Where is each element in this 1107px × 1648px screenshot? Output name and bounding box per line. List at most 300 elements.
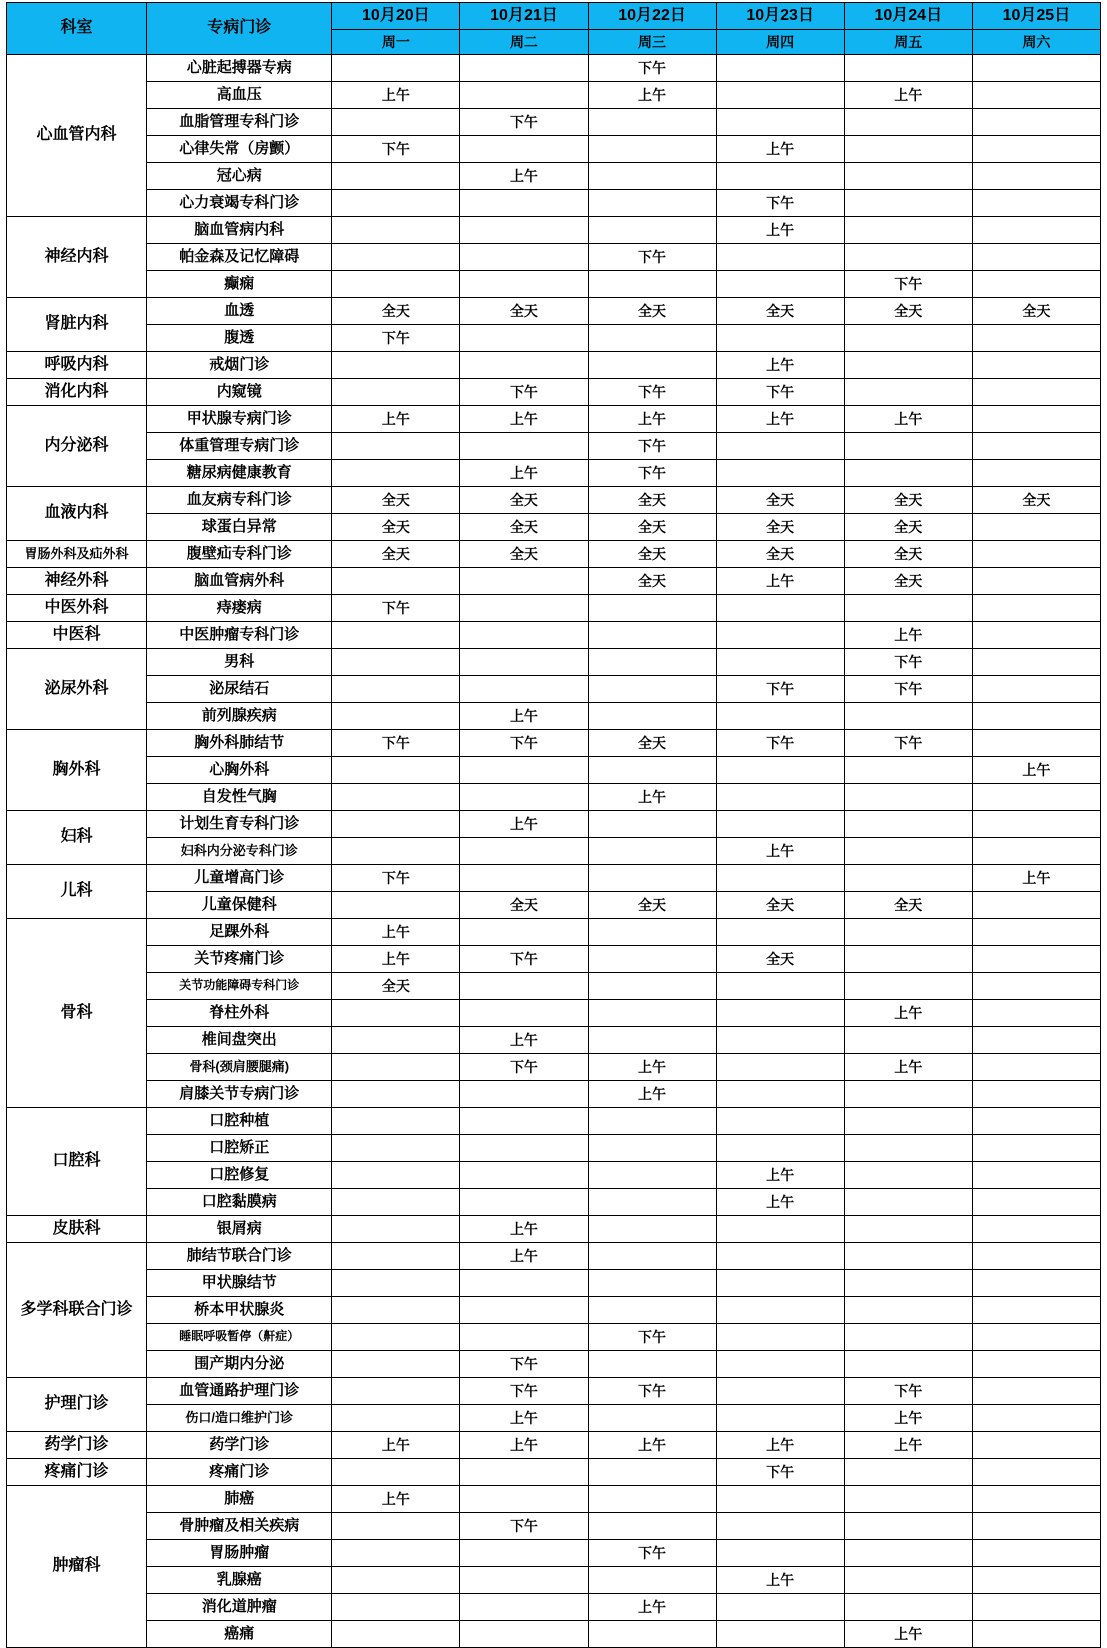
schedule-slot-empty [716,82,844,109]
clinic-name-cell: 口腔矫正 [147,1135,332,1162]
schedule-slot-empty [460,1189,588,1216]
schedule-slot-empty [972,1054,1100,1081]
clinic-name-cell: 关节功能障碍专科门诊 [147,973,332,1000]
schedule-slot-empty [460,1540,588,1567]
schedule-slot-filled: 上午 [460,811,588,838]
table-row [7,1513,1101,1540]
schedule-slot-empty [332,1027,460,1054]
schedule-slot-filled: 全天 [588,541,716,568]
clinic-name-cell: 血友病专科门诊 [147,487,332,514]
schedule-slot-empty [716,703,844,730]
schedule-slot-empty [588,1000,716,1027]
schedule-slot-empty [332,757,460,784]
department-cell: 肿瘤科 [7,1486,147,1648]
clinic-name-cell: 甲状腺专病门诊 [147,406,332,433]
schedule-slot-empty [588,1189,716,1216]
schedule-slot-empty [332,622,460,649]
schedule-slot-filled: 全天 [972,487,1100,514]
clinic-name-cell: 中医肿瘤专科门诊 [147,622,332,649]
table-row [7,541,1101,568]
schedule-slot-filled: 上午 [716,352,844,379]
schedule-slot-filled: 上午 [460,1216,588,1243]
department-cell: 胸外科 [7,730,147,811]
schedule-slot-filled: 上午 [844,82,972,109]
schedule-slot-empty [716,1540,844,1567]
clinic-name-cell: 内窥镜 [147,379,332,406]
schedule-slot-empty [716,1270,844,1297]
schedule-slot-empty [716,649,844,676]
table-row [7,190,1101,217]
schedule-slot-filled: 上午 [844,1621,972,1648]
schedule-slot-empty [972,892,1100,919]
schedule-slot-empty [844,460,972,487]
schedule-slot-filled: 下午 [716,190,844,217]
schedule-slot-empty [716,595,844,622]
clinic-name-cell: 足踝外科 [147,919,332,946]
table-row [7,352,1101,379]
schedule-slot-empty [972,109,1100,136]
department-cell: 护理门诊 [7,1378,147,1432]
schedule-slot-filled: 下午 [844,730,972,757]
schedule-slot-empty [716,460,844,487]
schedule-table [6,2,1101,1648]
table-row [7,730,1101,757]
schedule-slot-filled: 全天 [460,487,588,514]
clinic-name-cell: 脑血管病外科 [147,568,332,595]
schedule-slot-empty [588,1621,716,1648]
schedule-slot-filled: 全天 [588,487,716,514]
schedule-slot-empty [844,757,972,784]
schedule-slot-empty [716,1621,844,1648]
schedule-slot-empty [844,55,972,82]
department-cell: 心血管内科 [7,55,147,217]
schedule-slot-empty [460,865,588,892]
schedule-slot-filled: 下午 [460,1513,588,1540]
schedule-slot-empty [844,865,972,892]
schedule-slot-empty [588,757,716,784]
schedule-slot-empty [972,1324,1100,1351]
clinic-name-cell: 银屑病 [147,1216,332,1243]
schedule-slot-empty [332,433,460,460]
schedule-slot-filled: 全天 [844,298,972,325]
schedule-slot-empty [716,1000,844,1027]
schedule-slot-empty [972,595,1100,622]
schedule-slot-filled: 下午 [844,1378,972,1405]
clinic-name-cell: 口腔种植 [147,1108,332,1135]
schedule-slot-empty [844,352,972,379]
schedule-slot-filled: 下午 [332,730,460,757]
table-row [7,946,1101,973]
department-cell: 多学科联合门诊 [7,1243,147,1378]
schedule-slot-empty [972,730,1100,757]
header-date-1: 10月20日 [332,3,460,30]
clinic-name-cell: 关节疼痛门诊 [147,946,332,973]
schedule-slot-filled: 全天 [716,487,844,514]
schedule-slot-empty [972,217,1100,244]
clinic-name-cell: 甲状腺结节 [147,1270,332,1297]
schedule-slot-empty [972,1108,1100,1135]
schedule-slot-empty [972,1405,1100,1432]
schedule-slot-filled: 上午 [716,1189,844,1216]
table-row [7,1486,1101,1513]
department-cell: 疼痛门诊 [7,1459,147,1486]
schedule-slot-empty [844,1270,972,1297]
schedule-slot-empty [332,1189,460,1216]
schedule-slot-empty [716,757,844,784]
schedule-slot-empty [332,1405,460,1432]
schedule-slot-empty [332,460,460,487]
clinic-name-cell: 心胸外科 [147,757,332,784]
schedule-slot-empty [460,1567,588,1594]
schedule-slot-filled: 上午 [460,163,588,190]
schedule-slot-empty [460,676,588,703]
schedule-slot-empty [844,379,972,406]
table-row [7,1351,1101,1378]
schedule-slot-filled: 下午 [588,55,716,82]
schedule-slot-empty [972,946,1100,973]
schedule-slot-filled: 上午 [716,1432,844,1459]
schedule-slot-empty [588,1405,716,1432]
schedule-slot-filled: 上午 [332,82,460,109]
schedule-slot-filled: 上午 [460,703,588,730]
department-cell: 皮肤科 [7,1216,147,1243]
schedule-slot-empty [716,1243,844,1270]
schedule-slot-filled: 下午 [588,1324,716,1351]
clinic-name-cell: 肺结节联合门诊 [147,1243,332,1270]
schedule-slot-empty [972,136,1100,163]
schedule-slot-empty [460,1486,588,1513]
schedule-slot-empty [460,1162,588,1189]
schedule-slot-filled: 上午 [844,622,972,649]
schedule-slot-empty [844,784,972,811]
schedule-slot-empty [588,1486,716,1513]
table-row [7,379,1101,406]
schedule-slot-filled: 下午 [332,325,460,352]
schedule-slot-empty [588,109,716,136]
schedule-slot-filled: 下午 [332,136,460,163]
clinic-name-cell: 前列腺疾病 [147,703,332,730]
schedule-slot-empty [332,784,460,811]
schedule-slot-empty [460,973,588,1000]
schedule-slot-filled: 全天 [844,514,972,541]
schedule-slot-empty [460,244,588,271]
schedule-slot-empty [588,595,716,622]
schedule-slot-filled: 全天 [844,892,972,919]
schedule-slot-filled: 全天 [332,514,460,541]
schedule-slot-filled: 下午 [460,1351,588,1378]
schedule-slot-empty [716,973,844,1000]
schedule-slot-empty [844,838,972,865]
schedule-slot-empty [716,163,844,190]
schedule-slot-filled: 上午 [460,1432,588,1459]
schedule-slot-empty [588,649,716,676]
table-row [7,892,1101,919]
header-dow-3: 周三 [588,30,716,55]
table-row [7,136,1101,163]
schedule-slot-filled: 下午 [716,730,844,757]
schedule-slot-empty [332,1243,460,1270]
table-row [7,1432,1101,1459]
schedule-slot-empty [332,1351,460,1378]
schedule-slot-empty [332,163,460,190]
clinic-name-cell: 腹透 [147,325,332,352]
schedule-slot-empty [332,1621,460,1648]
schedule-slot-filled: 上午 [716,217,844,244]
schedule-slot-empty [460,136,588,163]
schedule-slot-empty [972,1378,1100,1405]
schedule-slot-empty [588,1135,716,1162]
schedule-slot-empty [460,757,588,784]
schedule-slot-empty [460,1081,588,1108]
schedule-slot-empty [844,1027,972,1054]
clinic-name-cell: 消化道肿瘤 [147,1594,332,1621]
schedule-slot-empty [972,1567,1100,1594]
header-dow-2: 周二 [460,30,588,55]
schedule-slot-empty [460,82,588,109]
clinic-name-cell: 伤口/造口维护门诊 [147,1405,332,1432]
schedule-slot-empty [460,190,588,217]
schedule-slot-empty [332,55,460,82]
schedule-slot-empty [844,1513,972,1540]
schedule-slot-empty [972,1216,1100,1243]
schedule-slot-empty [716,1324,844,1351]
schedule-slot-filled: 全天 [588,298,716,325]
schedule-slot-filled: 上午 [588,1054,716,1081]
schedule-slot-empty [972,703,1100,730]
table-row [7,703,1101,730]
schedule-slot-empty [972,1000,1100,1027]
schedule-slot-empty [332,1594,460,1621]
schedule-slot-empty [972,352,1100,379]
schedule-slot-filled: 全天 [588,730,716,757]
schedule-slot-empty [332,568,460,595]
schedule-slot-empty [716,1513,844,1540]
schedule-slot-filled: 全天 [460,298,588,325]
schedule-slot-empty [588,1513,716,1540]
schedule-slot-empty [332,1054,460,1081]
schedule-slot-filled: 全天 [716,298,844,325]
table-row [7,487,1101,514]
schedule-slot-filled: 上午 [844,1405,972,1432]
schedule-slot-filled: 全天 [972,298,1100,325]
schedule-slot-empty [844,973,972,1000]
schedule-slot-filled: 上午 [844,1432,972,1459]
schedule-slot-empty [332,271,460,298]
table-row [7,838,1101,865]
schedule-slot-empty [972,1297,1100,1324]
department-cell: 消化内科 [7,379,147,406]
table-row [7,433,1101,460]
clinic-name-cell: 癌痛 [147,1621,332,1648]
header-department: 科室 [7,3,147,55]
department-cell: 内分泌科 [7,406,147,487]
schedule-slot-empty [716,433,844,460]
clinic-name-cell: 腹壁疝专科门诊 [147,541,332,568]
clinic-name-cell: 癫痫 [147,271,332,298]
schedule-slot-empty [332,1324,460,1351]
clinic-name-cell: 胸外科肺结节 [147,730,332,757]
schedule-slot-empty [844,1594,972,1621]
clinic-name-cell: 肺癌 [147,1486,332,1513]
table-row [7,1135,1101,1162]
header-date-5: 10月24日 [844,3,972,30]
schedule-slot-empty [972,1081,1100,1108]
department-cell: 泌尿外科 [7,649,147,730]
table-body [7,55,1101,1648]
schedule-slot-empty [972,1189,1100,1216]
schedule-slot-filled: 下午 [460,109,588,136]
schedule-slot-filled: 下午 [460,1054,588,1081]
table-row [7,1594,1101,1621]
table-row [7,244,1101,271]
schedule-slot-empty [588,190,716,217]
schedule-slot-empty [588,622,716,649]
schedule-slot-empty [716,109,844,136]
schedule-slot-empty [460,1297,588,1324]
schedule-slot-empty [972,1351,1100,1378]
schedule-slot-empty [844,1243,972,1270]
schedule-slot-empty [332,217,460,244]
schedule-slot-empty [716,1405,844,1432]
schedule-slot-empty [972,460,1100,487]
schedule-slot-empty [588,865,716,892]
schedule-slot-empty [972,1243,1100,1270]
schedule-slot-empty [716,865,844,892]
schedule-slot-empty [844,433,972,460]
clinic-name-cell: 痔瘘病 [147,595,332,622]
schedule-slot-filled: 上午 [460,1243,588,1270]
schedule-slot-empty [972,1162,1100,1189]
clinic-name-cell: 药学门诊 [147,1432,332,1459]
schedule-slot-empty [460,271,588,298]
table-row [7,55,1101,82]
department-cell: 肾脏内科 [7,298,147,352]
schedule-slot-empty [972,514,1100,541]
schedule-slot-empty [588,163,716,190]
schedule-slot-empty [972,1432,1100,1459]
clinic-name-cell: 胃肠肿瘤 [147,1540,332,1567]
schedule-slot-empty [844,1324,972,1351]
schedule-slot-empty [460,919,588,946]
schedule-slot-empty [844,1459,972,1486]
header-dow-1: 周一 [332,30,460,55]
schedule-slot-empty [972,622,1100,649]
clinic-name-cell: 桥本甲状腺炎 [147,1297,332,1324]
schedule-slot-empty [588,352,716,379]
schedule-slot-empty [588,1108,716,1135]
clinic-name-cell: 妇科内分泌专科门诊 [147,838,332,865]
schedule-slot-empty [844,595,972,622]
schedule-slot-empty [972,1486,1100,1513]
schedule-slot-empty [716,1081,844,1108]
department-cell: 骨科 [7,919,147,1108]
schedule-slot-empty [844,1351,972,1378]
schedule-slot-empty [844,1216,972,1243]
schedule-slot-filled: 下午 [588,1378,716,1405]
clinic-name-cell: 糖尿病健康教育 [147,460,332,487]
schedule-slot-empty [588,1216,716,1243]
table-row [7,757,1101,784]
clinic-name-cell: 计划生育专科门诊 [147,811,332,838]
schedule-slot-filled: 上午 [972,865,1100,892]
schedule-slot-empty [972,1621,1100,1648]
schedule-slot-empty [460,838,588,865]
schedule-slot-filled: 全天 [844,568,972,595]
schedule-slot-filled: 上午 [460,460,588,487]
schedule-slot-empty [588,676,716,703]
table-row [7,676,1101,703]
schedule-slot-empty [844,919,972,946]
schedule-slot-filled: 上午 [716,568,844,595]
schedule-slot-empty [588,217,716,244]
schedule-slot-filled: 下午 [716,1459,844,1486]
schedule-slot-empty [972,1594,1100,1621]
clinic-name-cell: 脊柱外科 [147,1000,332,1027]
schedule-slot-empty [460,325,588,352]
clinic-name-cell: 心力衰竭专科门诊 [147,190,332,217]
schedule-slot-filled: 下午 [588,1540,716,1567]
schedule-slot-filled: 全天 [716,892,844,919]
schedule-slot-empty [716,622,844,649]
schedule-slot-filled: 全天 [716,514,844,541]
schedule-slot-filled: 下午 [588,460,716,487]
schedule-slot-filled: 上午 [460,406,588,433]
schedule-slot-filled: 下午 [332,595,460,622]
table-row [7,1108,1101,1135]
schedule-slot-empty [460,622,588,649]
schedule-slot-empty [588,946,716,973]
schedule-slot-empty [844,190,972,217]
schedule-slot-empty [332,1378,460,1405]
clinic-name-cell: 自发性气胸 [147,784,332,811]
schedule-slot-filled: 全天 [460,892,588,919]
clinic-name-cell: 围产期内分泌 [147,1351,332,1378]
schedule-slot-empty [588,919,716,946]
schedule-slot-filled: 全天 [844,541,972,568]
clinic-name-cell: 冠心病 [147,163,332,190]
schedule-slot-empty [844,1486,972,1513]
schedule-slot-empty [332,1162,460,1189]
table-row [7,514,1101,541]
schedule-slot-empty [460,1270,588,1297]
header-dow-4: 周四 [716,30,844,55]
clinic-name-cell: 心律失常（房颤） [147,136,332,163]
header-date-3: 10月22日 [588,3,716,30]
schedule-slot-empty [588,838,716,865]
schedule-slot-empty [332,703,460,730]
schedule-slot-empty [332,1513,460,1540]
clinic-name-cell: 球蛋白异常 [147,514,332,541]
clinic-name-cell: 骨科(颈肩腰腿痛) [147,1054,332,1081]
clinic-name-cell: 脑血管病内科 [147,217,332,244]
clinic-name-cell: 帕金森及记忆障碍 [147,244,332,271]
schedule-slot-empty [972,919,1100,946]
department-cell: 神经外科 [7,568,147,595]
schedule-slot-empty [972,271,1100,298]
schedule-slot-empty [972,811,1100,838]
schedule-slot-empty [460,1594,588,1621]
schedule-slot-empty [588,703,716,730]
schedule-slot-empty [844,244,972,271]
schedule-slot-empty [332,1540,460,1567]
schedule-slot-empty [588,1297,716,1324]
schedule-slot-empty [460,217,588,244]
clinic-name-cell: 男科 [147,649,332,676]
schedule-slot-filled: 全天 [588,514,716,541]
table-row [7,82,1101,109]
schedule-slot-empty [332,244,460,271]
clinic-name-cell: 骨肿瘤及相关疾病 [147,1513,332,1540]
